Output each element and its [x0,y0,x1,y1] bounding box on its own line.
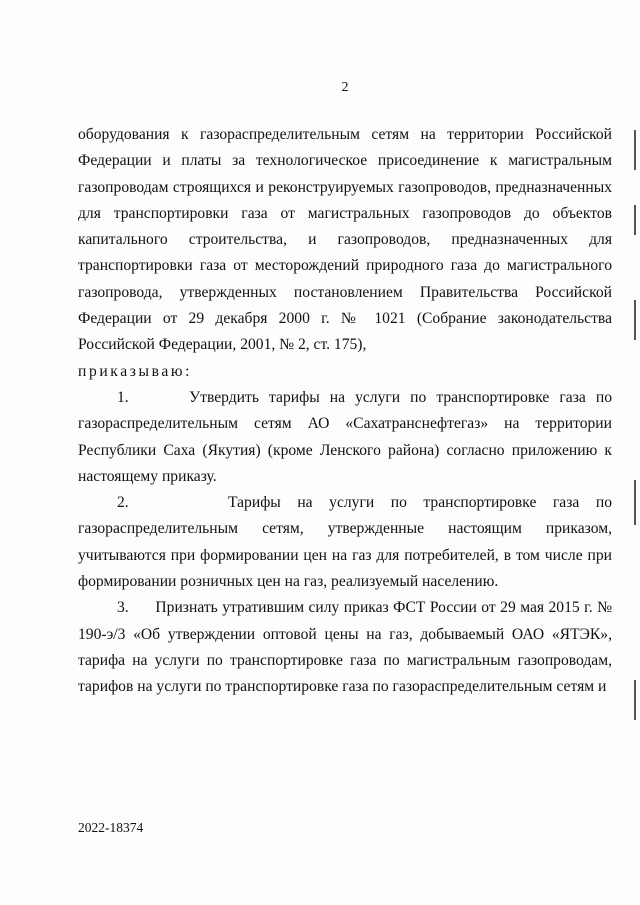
scan-edge-mark [634,480,636,525]
item-number: 2. [117,494,129,512]
item-text: Утвердить тарифы на услуги по транспортировке газа по газораспределительным сетям АО «Сахатранснефтегаз» на территории Республики Саха (Якутия) (кроме Ленского района) согласно приложению к настоящему приказу. [78,388,613,485]
scan-edge-mark [634,300,636,340]
item-text: Признать утратившим силу приказ ФСТ России от 29 мая 2015 г. № 190-э/3 «Об утверждении оптовой цены на газ, добываемый ОАО «ЯТЭК», тарифа на услуги по транспортировке газа по магистральным газопроводам, тарифов на услуги по транспортировке газа по газораспределительным сетям и [78,599,613,696]
order-item-3 [78,595,612,700]
order-item-1 [78,385,612,490]
preamble-paragraph: оборудования к газораспределительным сетям на территории Российской Федерации и платы за технологическое присоединение к магистральным газопроводам строящихся и реконструируемых газопроводов, предназначенных для транспортировки газа от магистральных газопроводов до объектов капитального строительства, и газопроводов, предназначенных для транспортировки газа от месторождений природного газа до магистрального газопровода, утвержденных постановлением Правительства Российской Федерации от 29 декабря 2000 г. № 1021 (Собрание законодательства Российской Федерации, 2001, № 2, ст. 175), [78,126,612,354]
order-word: приказываю: [78,362,193,380]
item-number: 3. [117,599,129,617]
scan-edge-mark [634,680,636,720]
document-body [78,122,612,701]
item-text: Тарифы на услуги по транспортировке газа по газораспределительным сетям, утвержденные настоящим приказом, учитываются при формировании цен на газ для потребителей, в том числе при формировании розничных цен на газ, реализуемый населению. [78,494,613,591]
item-number: 1. [117,388,129,406]
document-code: 2022-18374 [78,820,144,835]
scan-edge-mark [634,130,636,170]
scan-edge-mark [634,205,636,235]
page-number: 2 [341,80,349,95]
order-item-2 [78,490,612,595]
